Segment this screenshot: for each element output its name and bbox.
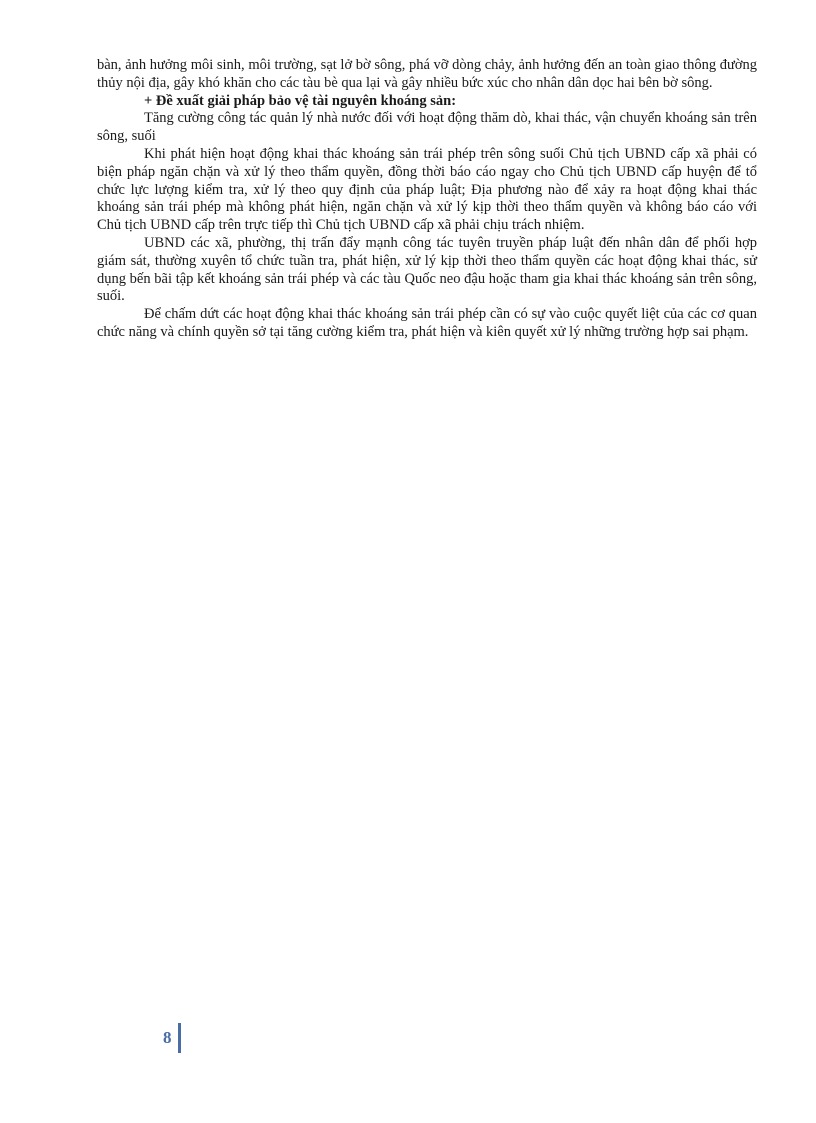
- paragraph: Để chấm dứt các hoạt động khai thác khoáng sản trái phép cần có sự vào cuộc quyết liệt của các cơ quan chức năng và chính quyền sở tại tăng cường kiểm tra, phát hiện và kiên quyết xử lý những trường hợp sai phạm.: [97, 306, 757, 340]
- section-heading: + Đề xuất giải pháp bảo vệ tài nguyên khoáng sản:: [144, 92, 457, 109]
- footer-divider: [178, 1023, 181, 1053]
- paragraph: UBND các xã, phường, thị trấn đẩy mạnh công tác tuyên truyền pháp luật đến nhân dân để phối hợp giám sát, thường xuyên tổ chức tuần tra, phát hiện, xử lý kịp thời theo thẩm quyền các hoạt động khai thác, sử dụng bến bãi tập kết khoáng sản trái phép và các tàu Quốc neo đậu hoặc tham gia khai thác khoáng sản trên sông, suối.: [97, 234, 757, 305]
- page-footer: [163, 1023, 181, 1053]
- paragraph-continuation: bàn, ảnh hưởng môi sinh, môi trường, sạt lở bờ sông, phá vỡ dòng chảy, ảnh hưởng đến an toàn giao thông đường thủy nội địa, gây khó khăn cho các tàu bè qua lại và gây nhiều bức xúc cho nhân dân dọc hai bên bờ sông.: [97, 57, 757, 91]
- document-body: [97, 57, 757, 342]
- paragraph: Khi phát hiện hoạt động khai thác khoáng sản trái phép trên sông suối Chủ tịch UBND cấp xã phải có biện pháp ngăn chặn và xử lý theo thẩm quyền, đồng thời báo cáo ngay cho Chủ tịch UBND cấp huyện để tổ chức lực lượng kiểm tra, xử lý theo quy định của pháp luật; Địa phương nào để xảy ra hoạt động khai thác khoáng sản trái phép mà không phát hiện, ngăn chặn và xử lý kịp thời theo thẩm quyền và không báo cáo với Chủ tịch UBND cấp trên trực tiếp thì Chủ tịch UBND cấp xã phải chịu trách nhiệm.: [97, 145, 757, 234]
- paragraph: Tăng cường công tác quản lý nhà nước đối với hoạt động thăm dò, khai thác, vận chuyển khoáng sản trên sông, suối: [97, 110, 757, 145]
- page-number: 8: [163, 1028, 172, 1047]
